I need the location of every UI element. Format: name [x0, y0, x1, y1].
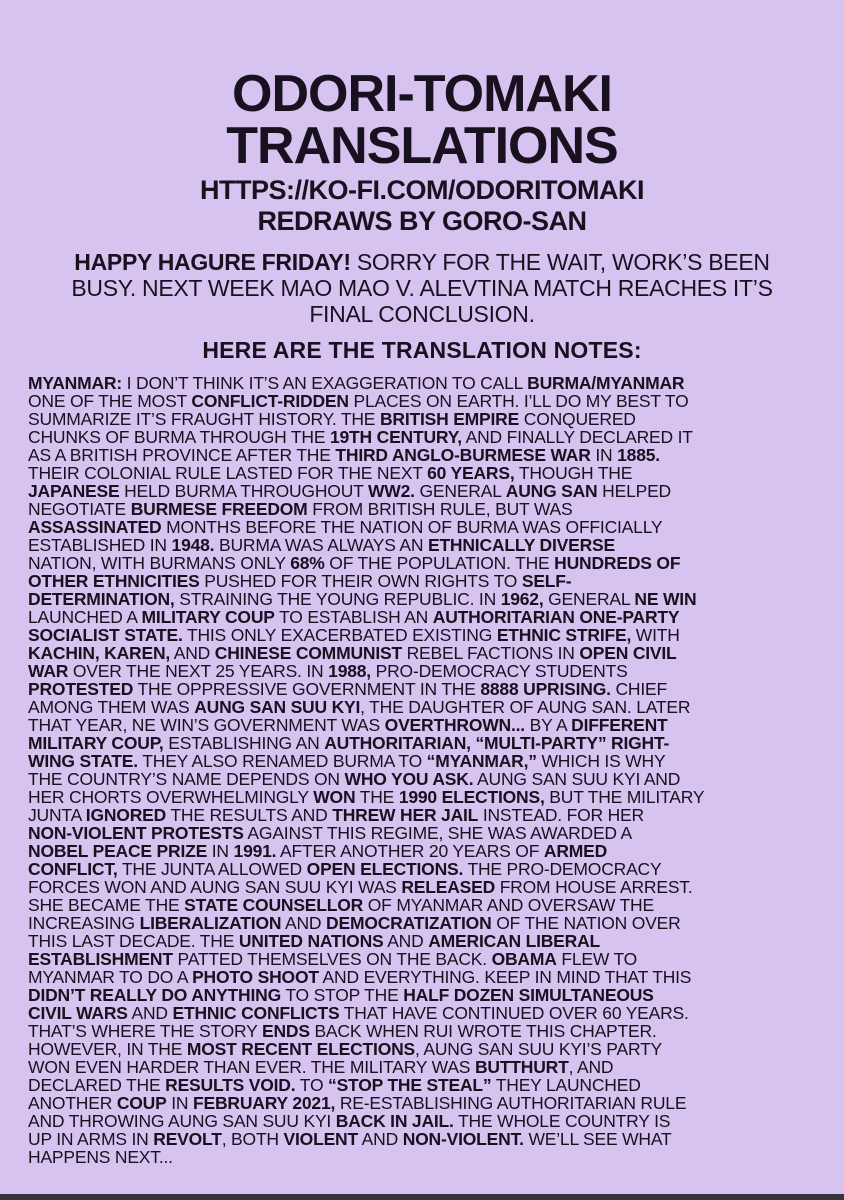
page-title: [0, 65, 844, 175]
header: [0, 0, 844, 236]
kofi-url: HTTPS://KO-FI.COM/ODORITOMAKI: [200, 175, 644, 205]
translation-notes-text: MYANMAR: I DON’T THINK IT’S AN EXAGGERATION TO CALL BURMA/MYANMAR ONE OF THE MOST CONFLICT-RIDDEN PLACES ON EARTH. I’LL DO MY BEST TO SUMMARIZE IT’S FRAUGHT HISTORY. THE BRITISH EMPIRE CONQUERED CHUNKS OF BURMA THROUGH THE 19TH CENTURY, AND FINALLY DECLARED IT AS A BRITISH PROVINCE AFTER THE THIRD ANGLO-BURMESE WAR IN 1885. THEIR COLONIAL RULE LASTED FOR THE NEXT 60 YEARS, THOUGH THE JAPANESE HELD BURMA THROUGHOUT WW2. GENERAL AUNG SAN HELPED NEGOTIATE BURMESE FREEDOM FROM BRITISH RULE, BUT WAS ASSASSINATED MONTHS BEFORE THE NATION OF BURMA WAS OFFICIALLY ESTABLISHED IN 1948. BURMA WAS ALWAYS AN ETHNICALLY DIVERSE NATION, WITH BURMANS ONLY 68% OF THE POPULATION. THE HUNDREDS OF OTHER ETHNICITIES PUSHED FOR THEIR OWN RIGHTS TO SELF- DETERMINATION, STRAINING THE YOUNG REPUBLIC. IN 1962, GENERAL NE WIN LAUNCHED A MILITARY COUP TO ESTABLISH AN AUTHORITARIAN ONE-PARTY SOCIALIST STATE. THIS ONLY EXACERBATED EXISTING ETHNIC STRIFE, WITH KACHIN, KAREN, AND CHINESE COMMUNIST REBEL FACTIONS IN OPEN CIVIL WAR OVER THE NEXT 25 YEARS. IN 1988, PRO-DEMOCRACY STUDENTS PROTESTED THE OPPRESSIVE GOVERNMENT IN THE 8888 UPRISING. CHIEF AMONG THEM WAS AUNG SAN SUU KYI, THE DAUGHTER OF AUNG SAN. LATER THAT YEAR, NE WIN’S GOVERNMENT WAS OVERTHROWN... BY A DIFFERENT MILITARY COUP, ESTABLISHING AN AUTHORITARIAN, “MULTI-PARTY” RIGHT- WING STATE. THEY ALSO RENAMED BURMA TO “MYANMAR,” WHICH IS WHY THE COUNTRY’S NAME DEPENDS ON WHO YOU ASK. AUNG SAN SUU KYI AND HER CHORTS OVERWHELMINGLY WON THE 1990 ELECTIONS, BUT THE MILITARY JUNTA IGNORED THE RESULTS AND THREW HER JAIL INSTEAD. FOR HER NON-VIOLENT PROTESTS AGAINST THIS REGIME, SHE WAS AWARDED A NOBEL PEACE PRIZE IN 1991. AFTER ANOTHER 20 YEARS OF ARMED CONFLICT, THE JUNTA ALLOWED OPEN ELECTIONS. THE PRO-DEMOCRACY FORCES WON AND AUNG SAN SUU KYI WAS RELEASED FROM HOUSE ARREST. SHE BECAME THE STATE COUNSELLOR OF MYANMAR AND OVERSAW THE INCREASING LIBERALIZATION AND DEMOCRATIZATION OF THE NATION OVER THIS LAST DECADE. THE UNITED NATIONS AND AMERICAN LIBERAL ESTABLISHMENT PATTED THEMSELVES ON THE BACK. OBAMA FLEW TO MYANMAR TO DO A PHOTO SHOOT AND EVERYTHING. KEEP IN MIND THAT THIS DIDN’T REALLY DO ANYTHING TO STOP THE HALF DOZEN SIMULTANEOUS CIVIL WARS AND ETHNIC CONFLICTS THAT HAVE CONTINUED OVER 60 YEARS. THAT’S WHERE THE STORY ENDS BACK WHEN RUI WROTE THIS CHAPTER. HOWEVER, IN THE MOST RECENT ELECTIONS, AUNG SAN SUU KYI’S PARTY WON EVEN HARDER THAN EVER. THE MILITARY WAS BUTTHURT, AND DECLARED THE RESULTS VOID. TO “STOP THE STEAL” THEY LAUNCHED ANOTHER COUP IN FEBRUARY 2021, RE-ESTABLISHING AUTHORITARIAN RULE AND THROWING AUNG SAN SUU KYI BACK IN JAIL. THE WHOLE COUNTRY IS UP IN ARMS IN REVOLT, BOTH VIOLENT AND NON-VIOLENT. WE’LL SEE WHAT HAPPENS NEXT...: [28, 373, 705, 1167]
bottom-edge-bar: [0, 1194, 844, 1200]
announcement-text: HAPPY HAGURE FRIDAY! SORRY FOR THE WAIT, WORK’S BEEN BUSY. NEXT WEEK MAO MAO V. ALEVTINA MATCH REACHES IT’S FINAL CONCLUSION.: [71, 249, 773, 327]
notes-heading: HERE ARE THE TRANSLATION NOTES:: [202, 337, 642, 363]
title-line-1: ODORI-TOMAKI: [232, 65, 612, 123]
title-line-2: TRANSLATIONS: [226, 117, 618, 175]
redraws-credit: REDRAWS BY GORO-SAN: [257, 206, 587, 236]
